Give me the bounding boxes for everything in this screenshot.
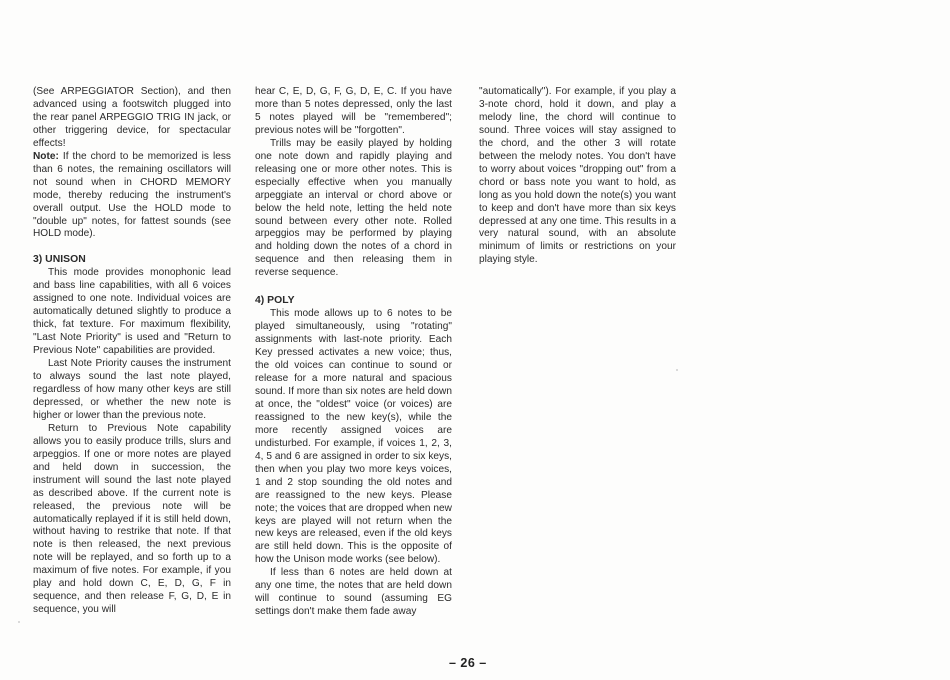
poly-heading: 4) POLY xyxy=(255,295,295,307)
scan-speck xyxy=(676,369,678,371)
text-column-3 xyxy=(479,86,676,267)
scan-speck xyxy=(18,621,20,623)
trills-paragraph: Trills may be easily played by holding one note down and rapidly playing and releasing one or more other notes. This is especially effective when you manually arpeggiate an interval or chord above or below the held note, letting the held note sound between every other note. Rolled arpeggios may be performed by playing and holding down the notes of a chord in sequence and then releasing them in reverse sequence. xyxy=(255,137,452,279)
arpeggiator-intro-paragraph: (See ARPEGGIATOR Section), and then advanced using a footswitch plugged into the rear panel ARPEGGIO TRIG IN jack, or other triggering device, for spectacular effects! xyxy=(33,86,231,149)
spacer xyxy=(33,241,231,254)
spacer xyxy=(255,280,452,295)
note-label: Note: xyxy=(33,150,59,162)
poly-paragraph-1: This mode allows up to 6 notes to be played simultaneously, using "rotating" assignments with last-note priority. Each Key pressed activates a new voice; thus, the old voices can continue to sound or release for a more natural and spacious sound. If more than six notes are held down at once, the "oldest" voice (or voices) are reassigned to the new key(s), while the more recently assigned voices are undisturbed. For example, if voices 1, 2, 3, 4, 5 and 6 are assigned in order to six keys, then when you play two more keys voices, 1 and 2 stop sounding the old notes and are reassigned to the new keys. Please note; the voices that are dropped when new keys are played will not return when the new keys are released, even if the old keys are still held down. This is the opposite of how the Unison mode works (see below). xyxy=(255,308,452,566)
note-text: If the chord to be memorized is less than 6 notes, the remaining oscillators will not sound when in CHORD MEMORY mode, thereby reducing the instrument's overall output. Use the HOLD mode to "double up" notes, for fattest sounds (see HOLD mode). xyxy=(33,150,231,240)
unison-paragraph-2: Last Note Priority causes the instrument to always sound the last note played, regardless of how many other keys are still depressed, or whether the new note is higher or lower than the previous note. xyxy=(33,358,231,421)
text-column-1 xyxy=(33,86,231,617)
page-number: – 26 – xyxy=(449,656,487,670)
poly-paragraph-2: If less than 6 notes are held down at any one time, the notes that are held down will continue to sound (assuming EG settings don't make them fade away xyxy=(255,567,452,618)
unison-paragraph-1: This mode provides monophonic lead and bass line capabilities, with all 6 voices assigned to one note. Individual voices are automatically detuned slightly to produce a thick, fat texture. For maximum flexibility, "Last Note Priority" is used and "Return to Previous Note" capabilities are provided. xyxy=(33,267,231,357)
unison-continuation-paragraph: hear C, E, D, G, F, G, D, E, C. If you have more than 5 notes depressed, only the last 5 notes played will be "remembered"; previous notes will be "forgotten". xyxy=(255,86,452,136)
unison-heading: 3) UNISON xyxy=(33,254,86,266)
unison-paragraph-3: Return to Previous Note capability allows you to easily produce trills, slurs and arpeggios. If one or more notes are played and held down in succession, the instrument will sound the last note played as described above. If the current note is released, the previous note will be automatically replayed if it is still held down, without having to restrike that note. If that note is then released, the next previous note will be replayed, and so forth up to a maximum of five notes. For example, if you play and hold down C, E, D, G, F in sequence, and then release F, G, D, E in sequence, you will xyxy=(33,422,231,616)
chord-memory-note-paragraph xyxy=(33,151,231,242)
text-column-2 xyxy=(255,86,452,619)
poly-continuation-paragraph: "automatically"). For example, if you play a 3-note chord, hold it down, and play a melody line, the chord will continue to sound. Three voices will stay assigned to the chord, and the other 3 will rotate between the melody notes. You don't have to worry about voices "dropping out" from a chord or bass note you want to hold, as long as you hold down the note(s) you want to keep and don't have more than six keys depressed at any one time. This results in a very natural sound, with an absolute minimum of limits or restrictions on your playing style. xyxy=(479,86,676,266)
